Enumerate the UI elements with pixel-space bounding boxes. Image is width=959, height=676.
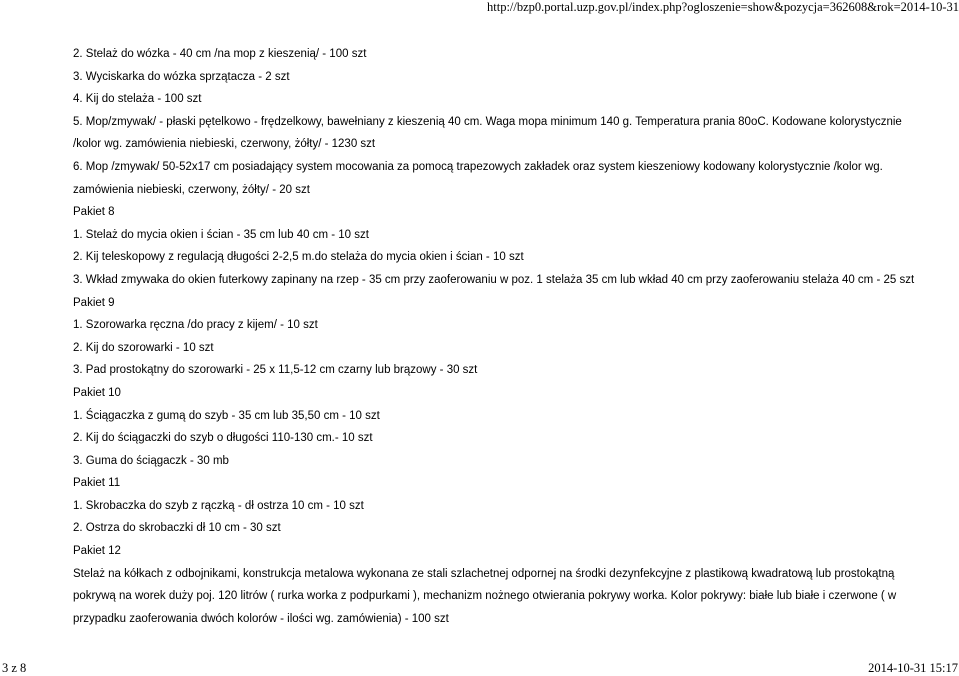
text-line: 1. Skrobaczka do szyb z rączką - dł ostrza 10 cm - 10 szt bbox=[73, 499, 364, 512]
section-heading: Pakiet 9 bbox=[73, 296, 115, 309]
text-line: 1. Ściągaczka z gumą do szyb - 35 cm lub 35,50 cm - 10 szt bbox=[73, 409, 380, 422]
text-line: 3. Wkład zmywaka do okien futerkowy zapinany na rzep - 35 cm przy zaoferowaniu w poz. 1 stelaża 35 cm lub wkład 40 cm przy zaoferowaniu stelaża 40 cm - 25 szt bbox=[73, 273, 915, 286]
text-line: 2. Kij teleskopowy z regulacją długości 2-2,5 m.do stelaża do mycia okien i ścian - 10 szt bbox=[73, 251, 524, 264]
text-line: 2. Kij do szorowarki - 10 szt bbox=[73, 341, 214, 354]
text-line: 2. Ostrza do skrobaczki dł 10 cm - 30 szt bbox=[73, 522, 281, 535]
text-line: 3. Guma do ściągaczk - 30 mb bbox=[73, 454, 229, 467]
text-line: 1. Stelaż do mycia okien i ścian - 35 cm lub 40 cm - 10 szt bbox=[73, 228, 369, 241]
section-heading: Pakiet 8 bbox=[73, 206, 115, 219]
page-number: 3 z 8 bbox=[2, 661, 27, 675]
print-datetime: 2014-10-31 15:17 bbox=[868, 661, 958, 675]
text-line: 2. Kij do ściągaczki do szyb o długości 110-130 cm.- 10 szt bbox=[73, 432, 373, 445]
text-line: /kolor wg. zamówienia niebieski, czerwony, żółty/ - 1230 szt bbox=[73, 138, 376, 151]
text-line: 5. Mop/zmywak/ - płaski pętelkowo - frędzelkowy, bawełniany z kieszenią 40 cm. Waga mopa minimum 140 g. Temperatura prania 80oC. Kodowane kolorystycznie bbox=[73, 115, 902, 128]
text-line: 4. Kij do stelaża - 100 szt bbox=[73, 93, 202, 106]
text-line: Stelaż na kółkach z odbojnikami, konstrukcja metalowa wykonana ze stali szlachetnej odpornej na środki dezynfekcyjne z plastikową kwadratową lub prostokątną bbox=[73, 567, 895, 580]
text-line: zamówienia niebieski, czerwony, żółty/ - 20 szt bbox=[73, 183, 310, 196]
text-line: 1. Szorowarka ręczna /do pracy z kijem/ - 10 szt bbox=[73, 319, 318, 332]
text-line: 3. Wyciskarka do wózka sprzątacza - 2 szt bbox=[73, 70, 290, 83]
section-heading: Pakiet 12 bbox=[73, 545, 121, 558]
text-line: 3. Pad prostokątny do szorowarki - 25 x 11,5-12 cm czarny lub brązowy - 30 szt bbox=[73, 364, 478, 377]
page-url-header: http://bzp0.portal.uzp.gov.pl/index.php?ogloszenie=show&pozycja=362608&rok=2014-10-31 bbox=[487, 0, 959, 14]
text-line: 2. Stelaż do wózka - 40 cm /na mop z kieszenią/ - 100 szt bbox=[73, 48, 367, 60]
section-heading: Pakiet 10 bbox=[73, 386, 121, 399]
text-line: przypadku zaoferowania dwóch kolorów - ilości wg. zamówienia) - 100 szt bbox=[73, 612, 449, 625]
document-body bbox=[73, 43, 953, 630]
section-heading: Pakiet 11 bbox=[73, 477, 121, 490]
text-line: pokrywą na worek duży poj. 120 litrów ( rurka worka z podpurkami ), mechanizm nożnego otwierania pokrywy worka. Kolor pokrywy: białe lub białe i czerwone ( w bbox=[73, 590, 897, 603]
text-line: 6. Mop /zmywak/ 50-52x17 cm posiadający system mocowania za pomocą trapezowych zakładek oraz system kieszeniowy kodowany kolorystycznie /kolor wg. bbox=[73, 160, 883, 173]
